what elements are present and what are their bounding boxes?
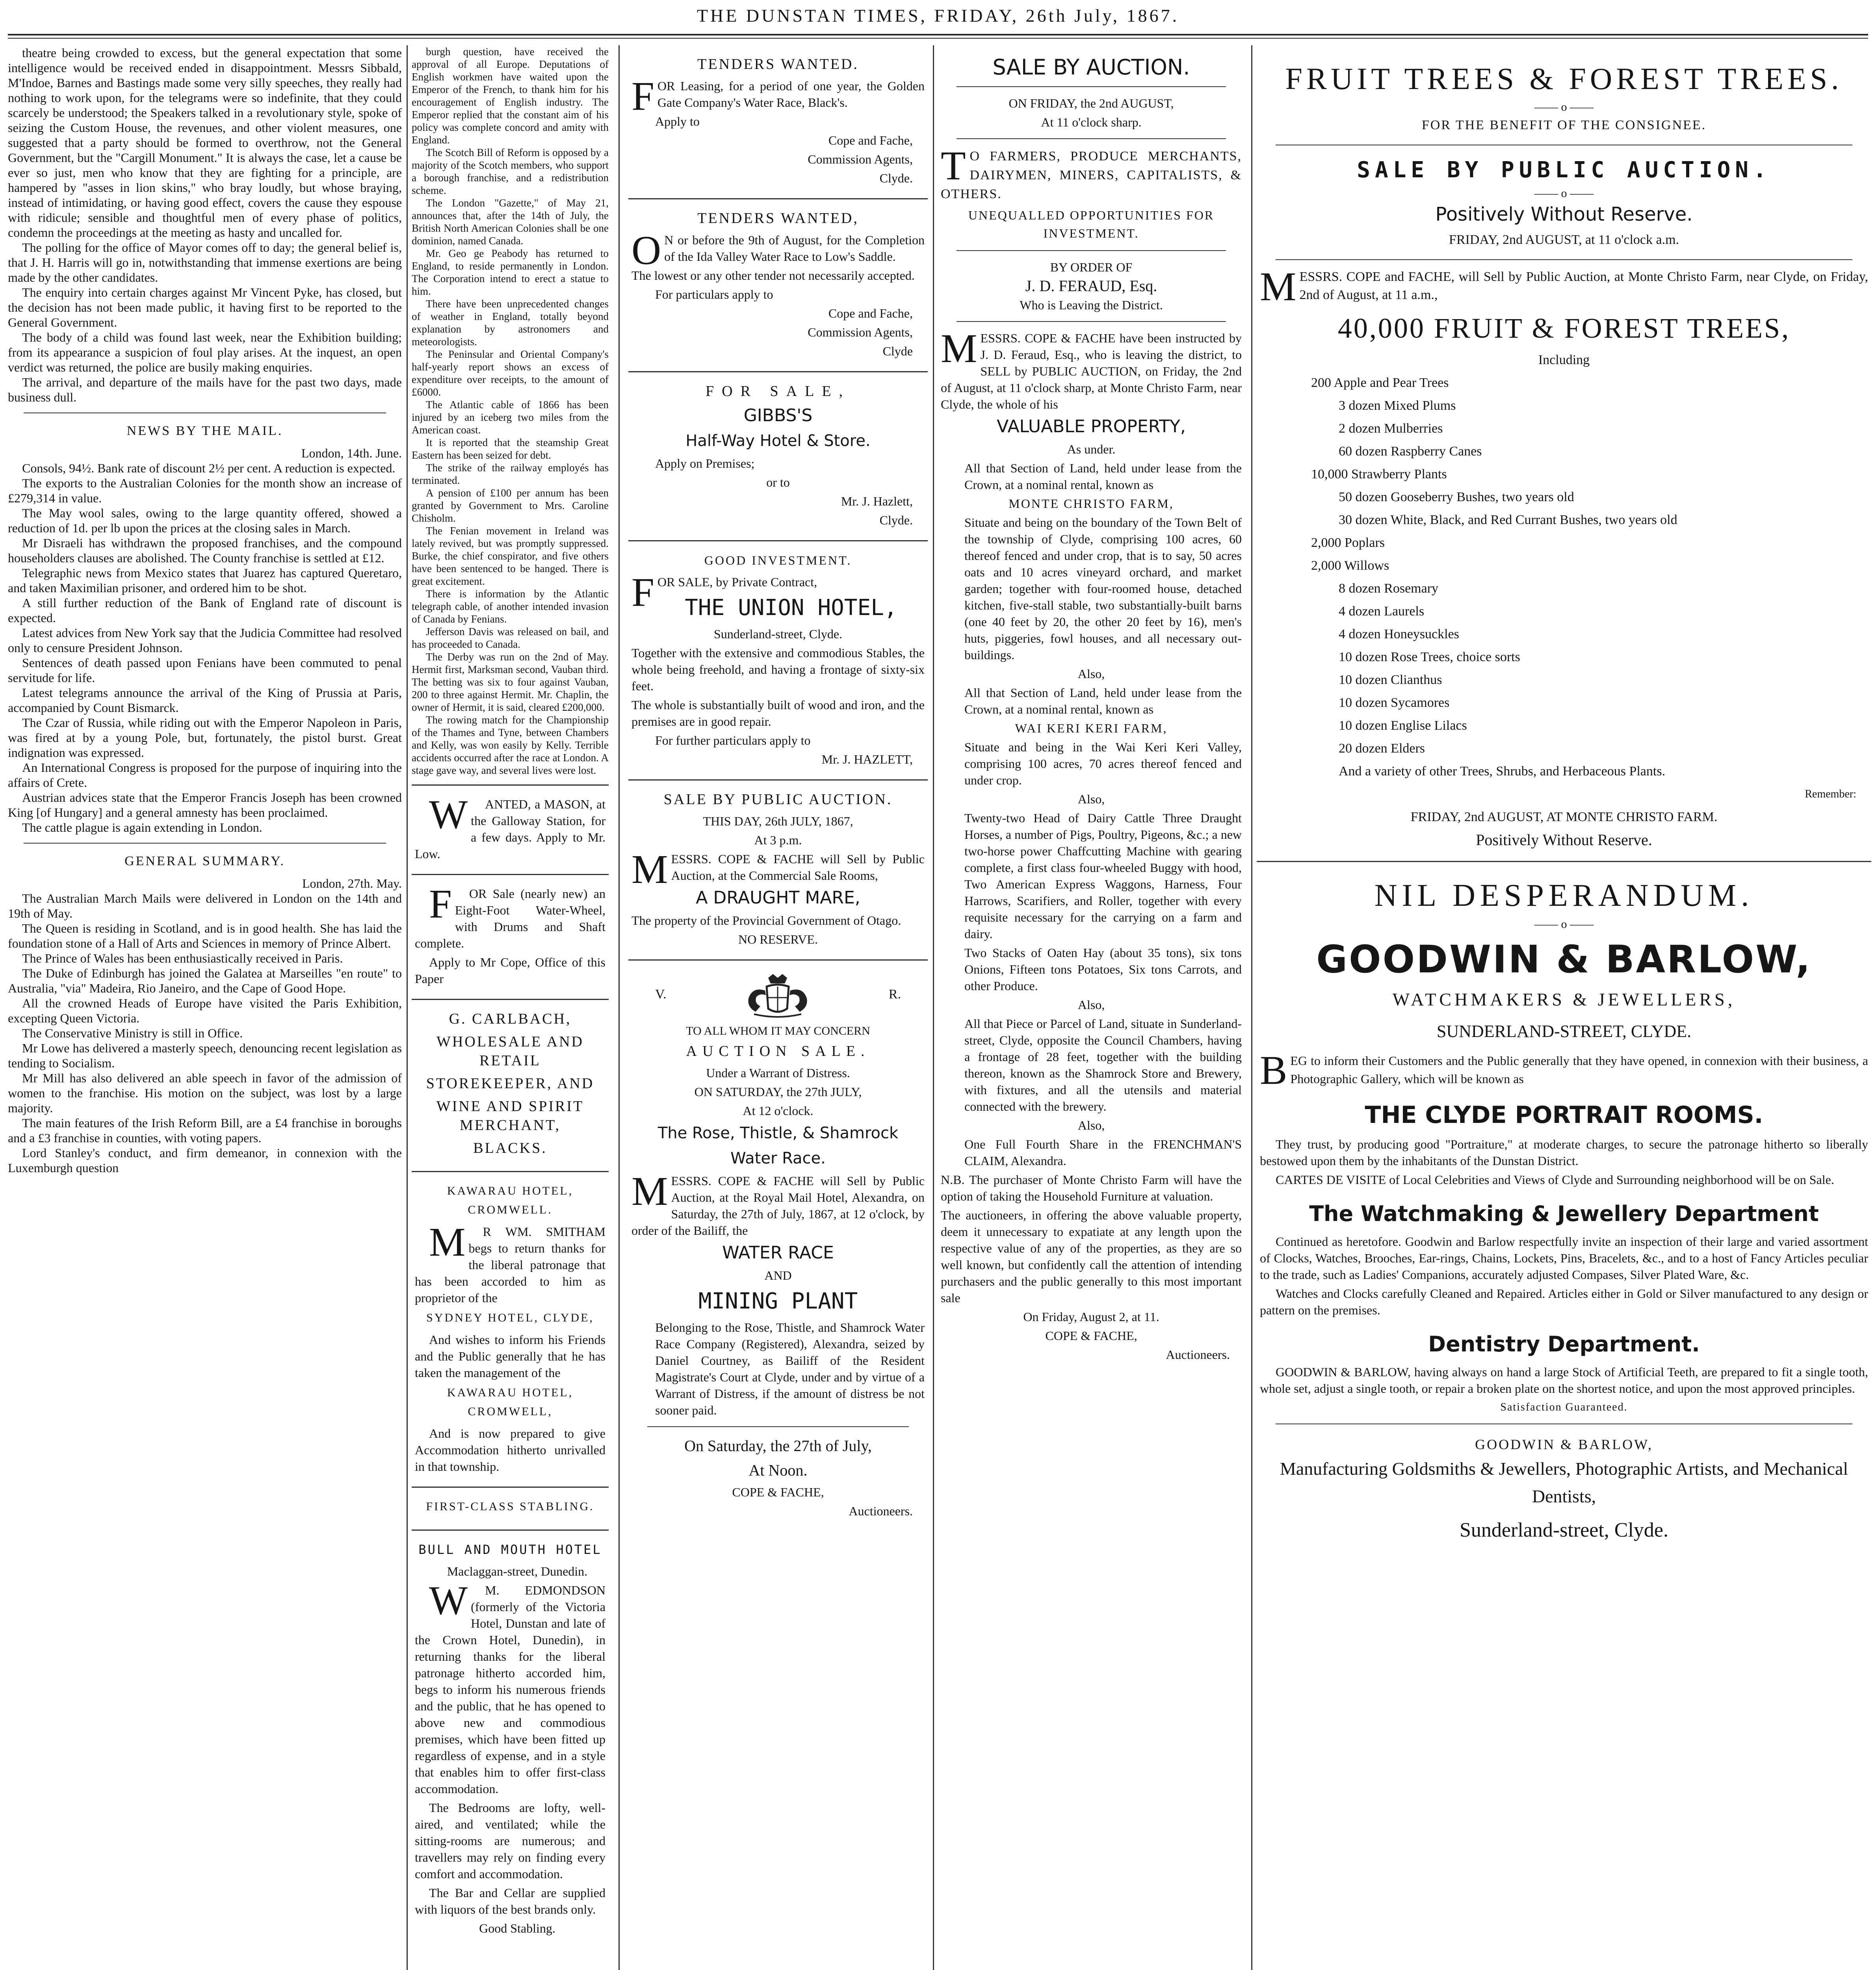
- ad-signature: Mr. J. Hazlett,: [841, 494, 913, 508]
- news-item: Telegraphic news from Mexico states that Juarez has captured Queretaro, and taken Maximilian prisoner, and ordered him to be shot.: [8, 566, 402, 595]
- ad-body: MESSRS. COPE & FACHE will Sell by Public Auction, at the Royal Mail Hotel, Alexandra, on Saturday, the 27th of July, 1867, at 12 o'clock, by order of the Bailiff, the: [632, 1169, 925, 1238]
- ad-gibbs-hotel: [628, 372, 928, 541]
- list-item: 4 dozen Laurels: [1339, 604, 1425, 619]
- ad-body: MR WM. SMITHAM begs to return thanks for the liberal patronage that has been accorded to him as proprietor of the: [415, 1219, 606, 1305]
- divider: [957, 250, 1226, 251]
- ad-body: ON or before the 9th of August, for the Completion of the Ida Valley Water Race to Low's Saddle.: [632, 228, 925, 273]
- ad-heading: FOR SALE,: [706, 383, 851, 400]
- list-item: 10 dozen Sycamores: [1339, 695, 1450, 710]
- list-item: 3 dozen Mixed Plums: [1339, 398, 1456, 413]
- ad-body: All that Piece or Parcel of Land, situate in Sunderland-street, Clyde, opposite the Council Chambers, having a frontage of 28 feet, together with the building thereon, known as the Shamrock Store and Brewery, with fixtures, and all the utensils and material connected with the brewery.: [964, 1017, 1242, 1113]
- divider: [957, 138, 1226, 139]
- ad-title: VALUABLE PROPERTY,: [997, 416, 1186, 437]
- paragraph: The Fenian movement in Ireland was lately revived, but was promptly suppressed. Burke, the chief conspirator, and five others have been sentenced to be hanged. There is great excitement.: [412, 525, 609, 587]
- ad-wanted-mason: [412, 784, 609, 875]
- ad-body: The lowest or any other tender not necessarily accepted.: [632, 268, 915, 282]
- ad-date: On Friday, August 2, at 11.: [1023, 1310, 1159, 1324]
- dateline: London, 27th. May.: [302, 876, 402, 890]
- ad-body: BEG to inform their Customers and the Public generally that they have opened, in connexion with their business, a Photographic Gallery, which will be known as: [1260, 1048, 1868, 1093]
- list-item: 2 dozen Mulberries: [1339, 421, 1443, 436]
- ad-line: AND: [764, 1268, 792, 1282]
- ad-heading: NIL DESPERANDUM.: [1374, 878, 1754, 913]
- ad-title: The Rose, Thistle, & Shamrock: [658, 1124, 899, 1142]
- ad-body: They trust, by producing good "Portraiture," at moderate charges, to secure the patronage hitherto so liberally bestowed upon them by the inhabitants of the Dunstan District.: [1260, 1137, 1868, 1168]
- divider: [957, 321, 1226, 322]
- summary-item: The main features of the Irish Reform Bill, are a £4 franchise in boroughs and a £3 franchise in counties, with voting papers.: [8, 1116, 402, 1145]
- ad-tenders-ida-valley: [628, 199, 928, 372]
- ad-line: MONTE CHRISTO FARM,: [1009, 496, 1174, 511]
- paragraph: A pension of £100 per annum has been granted by Government to Mrs. Caroline Chisholm.: [412, 487, 609, 524]
- ad-date: FRIDAY, 2nd AUGUST, AT MONTE CHRISTO FARM.: [1410, 810, 1718, 824]
- list-item: 10 dozen Clianthus: [1339, 673, 1442, 687]
- ad-subtitle: Positively Without Reserve.: [1435, 203, 1693, 225]
- ad-line: Also,: [1077, 792, 1105, 806]
- ad-stabling: [412, 1488, 609, 1531]
- ad-heading: SALE BY PUBLIC AUCTION.: [1357, 157, 1771, 183]
- ad-line: WHOLESALE AND RETAIL: [436, 1033, 584, 1069]
- paragraph: The arrival, and departure of the mails have for the past two days, made business dull.: [8, 375, 402, 404]
- ad-apply: Apply to Mr Cope, Office of this Paper: [415, 955, 606, 986]
- ad-title: MINING PLANT: [698, 1288, 858, 1314]
- news-item: The exports to the Australian Colonies for the month show an increase of £279,314 in value.: [8, 476, 402, 505]
- ad-signature: COPE & FACHE,: [1045, 1329, 1137, 1343]
- news-item: The cattle plague is again extending in London.: [22, 820, 262, 834]
- ad-kawarau-hotel: [412, 1172, 609, 1488]
- divider: [957, 86, 1226, 87]
- paragraph: The Atlantic cable of 1866 has been injured by an iceberg two miles from the American coast.: [412, 399, 609, 436]
- ad-body: CARTES DE VISITE of Local Celebrities and Views of Clyde and Surrounding neighborhood will be on Sale.: [1276, 1173, 1834, 1187]
- summary-item: Mr Mill has also delivered an able speech in favor of the admission of women to the franchise. His motion on the subject, was lost by a large majority.: [8, 1071, 402, 1115]
- masthead: THE DUNSTAN TIMES, FRIDAY, 26th July, 1867.: [697, 6, 1179, 26]
- paragraph: There have been unprecedented changes of weather in England, totally beyond explanation by astronomers and meteorologists.: [412, 298, 609, 348]
- summary-item: The Duke of Edinburgh has joined the Galatea at Marseilles "en route" to Australia, "via" Madeira, Rio Janeiro, and the Cape of Good Hope.: [8, 966, 402, 995]
- list-item: 2,000 Willows: [1311, 558, 1389, 573]
- ad-rose-thistle-shamrock: [628, 961, 928, 1531]
- ad-heading: THE CLYDE PORTRAIT ROOMS.: [1365, 1101, 1763, 1129]
- ad-body: Situate and being on the boundary of the Town Belt of the township of Clyde, comprising 100 acres, 60 thereof fenced and under crop, that is to say, 50 acres oats and 10 acres vineyard orchard, and market garden; together with four-roomed house, detached kitchen, five-stall stable, two substantially-built barns (one 40 feet by 20, the other 20 feet by 16), men's huts, piggeries, fowl houses, and all necessary out-buildings.: [964, 515, 1242, 662]
- ad-subtitle: WATCHMAKERS & JEWELLERS,: [1392, 989, 1736, 1009]
- ad-line: SYDNEY HOTEL, CLYDE,: [426, 1311, 594, 1324]
- ad-signature: Clyde: [882, 344, 913, 358]
- paragraph: burgh question, have received the approval of all Europe. Deputations of English workmen have waited upon the Emperor of the French, to thank him for his encouragement of English industry. The Emperor replied that the constant aim of his policy was complete concord and amity with England.: [412, 46, 609, 146]
- ad-subtitle: Water Race.: [730, 1149, 826, 1167]
- ad-heading: The Watchmaking & Jewellery Department: [1309, 1201, 1819, 1226]
- ad-signature: Auctioneers.: [1166, 1347, 1230, 1362]
- paragraph: The Derby was run on the 2nd of May. Hermit first, Marksman second, Vauban third. The betting was six to four against Vauban, 200 to three against Hermit. Mr. Chaplin, the owner of Hermit, it is said, cleared £200,000.: [412, 651, 609, 713]
- ad-signature: Commission Agents,: [808, 152, 913, 166]
- summary-item: The Queen is residing in Scotland, and is in good health. She has laid the foundation stone of a Hall of Arts and Sciences in memory of Prince Albert.: [8, 921, 402, 950]
- ad-signature: Auctioneers.: [849, 1504, 913, 1518]
- paragraph: theatre being crowded to excess, but the general expectation that some intelligence would be received ended in disappointment. Messrs Sibbald, M'Indoe, Barnes and Bastings made some very silly speeches, they really had nothing to work upon, for the telegrams were so indefinite, that they could scarcely be understood; the Speakers talked in a revolutionary style, spoke of seizing the Custom House, the revenues, and other violent measures, one suggested that a party should be formed to overthrow, not the General Government, but the "Cargill Monument." It is always the case, let a cause be ever so just, men who know that they are fighting for a principle, are hampered by "asses in lion skins," who bray loudly, but whose braying, instead of intimidating, or having good effect, covers the cause they espouse with ridicule; sensible and thoughtful men of every phase of politics, condemn the proceedings at the meeting as hasty and uncalled for.: [8, 46, 402, 240]
- ad-title: GOODWIN & BARLOW,: [1316, 937, 1812, 981]
- ad-body: The property of the Provincial Government of Otago.: [632, 913, 901, 927]
- column-ads-5: [1257, 45, 1871, 1970]
- ad-body: Continued as heretofore. Goodwin and Barlow respectfully invite an inspection of their large and varied assortment of Clocks, Watches, Brooches, Ear-rings, Chains, Lockets, Pins, Bracelets, &c., and to a host of Fancy Articles peculiar to the trade, such as Ladies' Companions, accurately adjusted Compases, Silver Plated Ware, &c.: [1260, 1234, 1868, 1282]
- masthead-rule-thin: [8, 38, 1868, 39]
- ad-line: KAWARAU HOTEL, CROMWELL,: [447, 1386, 574, 1418]
- paragraph: Jefferson Davis was released on bail, and has proceeded to Canada.: [412, 626, 609, 650]
- ad-body: FOR Sale (nearly new) an Eight-Foot Water-Wheel, with Drums and Shaft complete.: [415, 881, 606, 950]
- divider: [1276, 259, 1852, 260]
- news-item: The Czar of Russia, while riding out with the Emperor Napoleon in Paris, was fired at by a young Pole, but, fortunately, the pistol burst. Great indignation was expressed.: [8, 716, 402, 760]
- paragraph: The polling for the office of Mayor comes off to day; the general belief is, that J. H. Harris will go in, notwithstanding that immense exertions are being made by the other candidates.: [8, 240, 402, 284]
- ad-line: Sunderland-street, Clyde.: [713, 627, 843, 641]
- ad-line: GOODWIN & BARLOW,: [1475, 1437, 1653, 1452]
- ad-body: Watches and Clocks carefully Cleaned and Repaired. Articles either in Gold or Silver manufactured to any design or pattern on the premises.: [1260, 1286, 1868, 1317]
- ad-heading: Dentistry Department.: [1428, 1332, 1700, 1357]
- ad-line: J. D. FERAUD, Esq.: [1025, 277, 1157, 295]
- ad-body: GOODWIN & BARLOW, having always on hand a large Stock of Artificial Teeth, are prepared to fit a single tooth, whole set, adjust a single tooth, or repair a broken plate on the shortest notice, and upon the most approved principles.: [1260, 1365, 1868, 1396]
- ad-line: Sunderland-street, Clyde.: [1460, 1519, 1668, 1541]
- news-item: The May wool sales, owing to the large quantity offered, showed a reduction of 1d. per lb upon the prices at the closing sales in March.: [8, 506, 402, 535]
- list-item: 20 dozen Elders: [1339, 741, 1425, 756]
- summary-item: Lord Stanley's conduct, and firm demeanor, in connexion with the Luxemburgh question: [8, 1146, 402, 1175]
- ad-body: Together with the extensive and commodious Stables, the whole being freehold, and having a frontage of sixty-six feet.: [632, 646, 925, 693]
- ad-title: THE UNION HOTEL,: [685, 595, 897, 621]
- list-item: 10 dozen Rose Trees, choice sorts: [1339, 650, 1520, 664]
- ad-body: And is now prepared to give Accommodation hitherto unrivalled in that township.: [415, 1426, 606, 1474]
- ad-body: And wishes to inform his Friends and the Public generally that he has taken the management of the: [415, 1333, 606, 1380]
- column-ads-3: [628, 45, 928, 1970]
- ad-line: Under a Warrant of Distress.: [706, 1066, 850, 1080]
- ad-apply: For further particulars apply to: [655, 733, 811, 747]
- ad-line: Remember:: [1805, 788, 1856, 800]
- column-ads-4: [938, 45, 1245, 1970]
- news-heading: NEWS BY THE MAIL.: [126, 424, 283, 438]
- ornament-icon: —— o ——: [1534, 918, 1594, 931]
- news-item: Mr Disraeli has withdrawn the proposed franchises, and the compound householders clauses are abolished. The County franchise is settled at £12.: [8, 536, 402, 565]
- ad-heading: KAWARAU HOTEL, CROMWELL.: [447, 1184, 574, 1216]
- column-rule: [1251, 45, 1252, 1970]
- ad-signature: Clyde.: [879, 513, 913, 527]
- ad-line: UNEQUALLED OPPORTUNITIES FOR INVESTMENT.: [968, 208, 1215, 240]
- ad-line: Also,: [1077, 1118, 1105, 1132]
- ad-body: All that Section of Land, held under lease from the Crown, at a nominal rental, known as: [964, 461, 1242, 492]
- ad-heading: AUCTION SALE.: [686, 1043, 870, 1059]
- ad-line: BLACKS.: [473, 1140, 547, 1156]
- summary-item: Mr Lowe has delivered a masterly speech, denouncing recent legislation as tending to Socialism.: [8, 1041, 402, 1070]
- ad-line: Including: [1538, 353, 1590, 367]
- list-item: 2,000 Poplars: [1311, 535, 1385, 550]
- ad-body: The whole is substantially built of wood and iron, and the premises are in good repair.: [632, 698, 925, 729]
- ad-subtitle: Half-Way Hotel & Store.: [685, 432, 871, 450]
- ad-body: MESSRS. COPE & FACHE will Sell by Public Auction, at the Commercial Sale Rooms,: [632, 847, 925, 892]
- ad-body: N.B. The purchaser of Monte Christo Farm will have the option of taking the Household Furniture at valuation.: [941, 1173, 1242, 1203]
- ad-signature: COPE & FACHE,: [732, 1485, 824, 1499]
- crest-letter-v: V.: [655, 987, 667, 1002]
- ad-body: MESSRS. COPE & FACHE have been instructed by J. D. Feraud, Esq., who is leaving the district, to SELL by PUBLIC AUCTION, on Friday, the 2nd of August, at 11 o'clock sharp, at Monte Christo Farm, near Clyde, the whole of his: [941, 326, 1242, 411]
- paragraph: Mr. Geo ge Peabody has returned to England, to reside permanently in London. The Corporation intend to erect a statue to him.: [412, 247, 609, 297]
- ad-date: FRIDAY, 2nd AUGUST, at 11 o'clock a.m.: [1449, 232, 1679, 247]
- ad-body: MESSRS. COPE and FACHE, will Sell by Public Auction, at Monte Christo Farm, near Clyde, on Friday, 2nd of August, at 11 a.m.,: [1260, 264, 1868, 309]
- summary-item: The Prince of Wales has been enthusiastically received in Paris.: [22, 951, 343, 965]
- news-item: Consols, 94½. Bank rate of discount 2½ per cent. A reduction is expected.: [22, 461, 396, 475]
- ad-heading: TENDERS WANTED.: [697, 56, 859, 72]
- ad-line: or to: [766, 475, 790, 489]
- list-item: 50 dozen Gooseberry Bushes, two years old: [1339, 490, 1574, 504]
- ad-line: Also,: [1077, 667, 1105, 681]
- ornament-icon: —— o ——: [1534, 100, 1594, 113]
- paragraph: The Scotch Bill of Reform is opposed by a majority of the Scotch members, who support a borough franchise, and a redistribution scheme.: [412, 147, 609, 196]
- ad-heading: SALE BY PUBLIC AUCTION.: [663, 791, 893, 808]
- ad-line: BY ORDER OF: [1050, 260, 1133, 274]
- paragraph: The body of a child was found last week, near the Exhibition building; from its appearance a suspicion of foul play arises. At the inquest, an open verdict was returned, the police are busily making enquiries.: [8, 330, 402, 374]
- ad-line: Good Stabling.: [479, 1921, 555, 1935]
- list-item: 200 Apple and Pear Trees: [1311, 375, 1449, 390]
- ad-subtitle: Positively Without Reserve.: [1476, 831, 1652, 849]
- news-item: Latest advices from New York say that the Judicia Committee had resolved only to censure President Johnson.: [8, 626, 402, 655]
- ad-body: One Full Fourth Share in the FRENCHMAN'S CLAIM, Alexandra.: [964, 1137, 1242, 1168]
- ad-title: WATER RACE: [722, 1243, 834, 1263]
- ad-body: Situate and being in the Wai Keri Keri Valley, comprising 100 acres, 70 acres thereof fenced and under crop.: [964, 740, 1242, 787]
- ad-signature: Clyde.: [879, 171, 913, 185]
- ad-title: GIBBS'S: [743, 405, 813, 426]
- paragraph: There is information by the Atlantic telegraph cable, of another intended invasion of Canada by Fenians.: [412, 588, 609, 625]
- news-item: Sentences of death passed upon Fenians have been commuted to penal servitude for life.: [8, 656, 402, 685]
- ad-body: All that Section of Land, held under lease from the Crown, at a nominal rental, known as: [964, 686, 1242, 716]
- ad-union-hotel: [628, 541, 928, 781]
- column-news-2: [412, 45, 609, 1970]
- ad-line: As under.: [1067, 442, 1116, 456]
- paragraph: The London "Gazette," of May 21, announces that, after the 14th of July, the British North American Colonies shall be one dominion, named Canada.: [412, 197, 609, 247]
- ad-audience: TO FARMERS, PRODUCE MERCHANTS, DAIRYMEN, MINERS, CAPITALISTS, & OTHERS.: [941, 143, 1242, 201]
- ad-title: A DRAUGHT MARE,: [696, 888, 860, 908]
- royal-crest-icon: [738, 971, 817, 1018]
- column-rule: [933, 45, 934, 1970]
- ad-signature: Cope and Fache,: [828, 306, 913, 320]
- ad-line: G. CARLBACH,: [449, 1011, 572, 1027]
- column-rule: [407, 45, 408, 1970]
- ad-body: The Bar and Cellar are supplied with liquors of the best brands only.: [415, 1886, 606, 1916]
- ad-subtitle: Manufacturing Goldsmiths & Jewellers, Photographic Artists, and Mechanical Dentists,: [1280, 1459, 1848, 1506]
- summary-item: All the crowned Heads of Europe have visited the Paris Exhibition, excepting Queen Victoria.: [8, 996, 402, 1025]
- ad-goodwin-barlow: [1257, 862, 1871, 1560]
- list-item: 60 dozen Raspberry Canes: [1339, 444, 1482, 459]
- news-item: A still further reduction of the Bank of England rate of discount is expected.: [8, 596, 402, 625]
- paragraph: The strike of the railway employés has terminated.: [412, 462, 609, 486]
- ad-time: At Noon.: [749, 1461, 808, 1479]
- ad-signature: Mr. J. HAZLETT,: [821, 752, 913, 766]
- news-item: An International Congress is proposed for the purpose of inquiring into the affairs of Crete.: [8, 760, 402, 790]
- ad-date: ON FRIDAY, the 2nd AUGUST,: [1009, 96, 1174, 110]
- ad-signature: Cope and Fache,: [828, 133, 913, 147]
- ad-apply: Apply on Premises;: [655, 456, 755, 470]
- masthead-rule: [8, 34, 1868, 35]
- ad-heading: GOOD INVESTMENT.: [704, 553, 852, 567]
- ad-draught-mare: [628, 781, 928, 961]
- list-item: 10 dozen Englise Lilacs: [1339, 718, 1467, 733]
- news-item: Latest telegrams announce the arrival of the King of Prussia at Paris, accompanied by Count Bismarck.: [8, 686, 402, 715]
- ad-carlbach: [412, 1000, 609, 1172]
- divider: [24, 843, 386, 844]
- ad-body: FOR SALE, by Private Contract,: [632, 570, 817, 615]
- ad-body: Belonging to the Rose, Thistle, and Shamrock Water Race Company (Registered), Alexandra, seized by Daniel Courtney, as Bailiff of the Resident Magistrate's Court at Clyde, under and by virtue of a Warrant of Distress, if the amount of distress be not sooner paid.: [655, 1320, 925, 1417]
- list-item: 8 dozen Rosemary: [1339, 581, 1439, 596]
- ad-signature: Commission Agents,: [808, 325, 913, 339]
- ad-body: WANTED, a MASON, at the Galloway Station, for a few days. Apply to Mr. Low.: [415, 792, 606, 861]
- ad-line: STOREKEEPER, AND: [426, 1075, 594, 1092]
- paragraph: The rowing match for the Championship of the Thames and Tyne, between Chambers and Kelly, was won easily by Kelly. Terrible accidents occurred after the race at London. A stage gave way, and several lives were lost.: [412, 714, 609, 776]
- ad-apply: Apply to: [655, 114, 700, 128]
- paragraph: The Peninsular and Oriental Company's half-yearly report shows an excess of expenditure over receipts, to the amount of £6000.: [412, 348, 609, 398]
- ad-heading: BULL AND MOUTH HOTEL: [418, 1542, 602, 1557]
- news-item: Austrian advices state that the Emperor Francis Joseph has been crowned King [of Hungary] and a general amnesty has been proclaimed.: [8, 790, 402, 820]
- ad-sale-by-auction-feraud: [938, 45, 1245, 1375]
- ad-tenders-golden-gate: [628, 45, 928, 199]
- ornament-icon: —— o ——: [1534, 187, 1594, 200]
- ad-heading: FIRST-CLASS STABLING.: [426, 1500, 594, 1513]
- ad-time: At 3 p.m.: [754, 833, 802, 847]
- ad-body: Two Stacks of Oaten Hay (about 35 tons), six tons Onions, Fifteen tons Potatoes, Six tons Carrots, and other Produce.: [964, 946, 1242, 993]
- ad-water-wheel: [412, 875, 609, 1000]
- ad-line: NO RESERVE.: [738, 932, 818, 946]
- ad-time: At 11 o'clock sharp.: [1041, 115, 1142, 129]
- ad-fruit-trees: [1257, 45, 1871, 862]
- ad-body: The auctioneers, in offering the above valuable property, deem it unnecessary to expatiate at any length upon the respective value of any of the properties, as they are so well known, but confidently call the attention of intending purchasers and the public generally to this most important sale: [941, 1208, 1242, 1305]
- ad-apply: For particulars apply to: [655, 287, 773, 301]
- crest-row: [632, 968, 925, 1020]
- ad-body: FOR Leasing, for a period of one year, the Golden Gate Company's Water Race, Black's.: [632, 74, 925, 119]
- ad-line: Who is Leaving the District.: [1020, 298, 1163, 312]
- paragraph: It is reported that the steamship Great Eastern has been seized for debt.: [412, 437, 609, 461]
- ad-heading: TENDERS WANTED,: [697, 210, 859, 227]
- ad-heading: SALE BY AUCTION.: [992, 55, 1190, 80]
- list-item: 30 dozen White, Black, and Red Currant Bushes, two years old: [1339, 513, 1677, 527]
- ad-date: ON SATURDAY, the 27th JULY,: [694, 1085, 862, 1099]
- ad-title: 40,000 FRUIT & FOREST TREES,: [1337, 312, 1791, 344]
- ad-line: WAI KERI KERI FARM,: [1015, 721, 1168, 735]
- ad-date: On Saturday, the 27th of July,: [684, 1437, 872, 1455]
- ad-line: WINE AND SPIRIT MERCHANT,: [436, 1098, 584, 1134]
- ad-time: At 12 o'clock.: [743, 1104, 814, 1118]
- list-item: 10,000 Strawberry Plants: [1311, 467, 1447, 481]
- ad-body: The Bedrooms are lofty, well-aired, and ventilated; while the sitting-rooms are numerous; and travellers may rely on finding every comfort and accommodation.: [415, 1801, 606, 1881]
- ad-line: FOR THE BENEFIT OF THE CONSIGNEE.: [1421, 118, 1707, 132]
- dateline: London, 14th. June.: [301, 446, 402, 460]
- ad-heading: TO ALL WHOM IT MAY CONCERN: [686, 1024, 870, 1037]
- summary-item: The Conservative Ministry is still in Office.: [22, 1026, 243, 1040]
- ad-line: Also,: [1077, 998, 1105, 1012]
- ad-line: Satisfaction Guaranteed.: [1500, 1401, 1628, 1413]
- ad-title: FRUIT TREES & FOREST TREES.: [1285, 61, 1843, 96]
- divider: [647, 1426, 909, 1427]
- ad-body: Twenty-two Head of Dairy Cattle Three Draught Horses, a number of Pigs, Poultry, Pigeons, &c.; a new two-horse power Chaffcutting Machine with gearing complete, a first class four-wheeled Buggy with hood, Two American Express Waggons, Harness, Four Harrows, Scarifiers, and Roller, together with every requisite necessary for the carrying on a farm and dairy.: [964, 811, 1242, 941]
- column-rule: [619, 45, 620, 1970]
- ad-body: WM. EDMONDSON (formerly of the Victoria Hotel, Dunstan and late of the Crown Hotel, Dunedin), in returning thanks for the liberal patronage hitherto accorded him, begs to inform his numerous friends and the public, that he has opened to above new and commodious premises, which have been fitted up regardless of expense, and in a style that enables him to offer first-class accommodation.: [415, 1578, 606, 1796]
- ad-line: Maclaggan-street, Dunedin.: [447, 1564, 588, 1578]
- ad-line: SUNDERLAND-STREET, CLYDE.: [1436, 1022, 1692, 1041]
- crest-letter-r: R.: [888, 987, 901, 1002]
- ad-bull-and-mouth: [412, 1531, 609, 1948]
- summary-heading: GENERAL SUMMARY.: [124, 854, 285, 868]
- list-item: 4 dozen Honeysuckles: [1339, 627, 1459, 641]
- summary-item: The Australian March Mails were delivered in London on the 14th and 19th of May.: [8, 891, 402, 920]
- list-item: And a variety of other Trees, Shrubs, and Herbaceous Plants.: [1339, 764, 1666, 779]
- column-news-1: [8, 45, 402, 1970]
- paragraph: The enquiry into certain charges against Mr Vincent Pyke, has closed, but the decision has not been made public, it having first to be reported to the General Government.: [8, 285, 402, 329]
- ad-date: THIS DAY, 26th JULY, 1867,: [703, 814, 853, 828]
